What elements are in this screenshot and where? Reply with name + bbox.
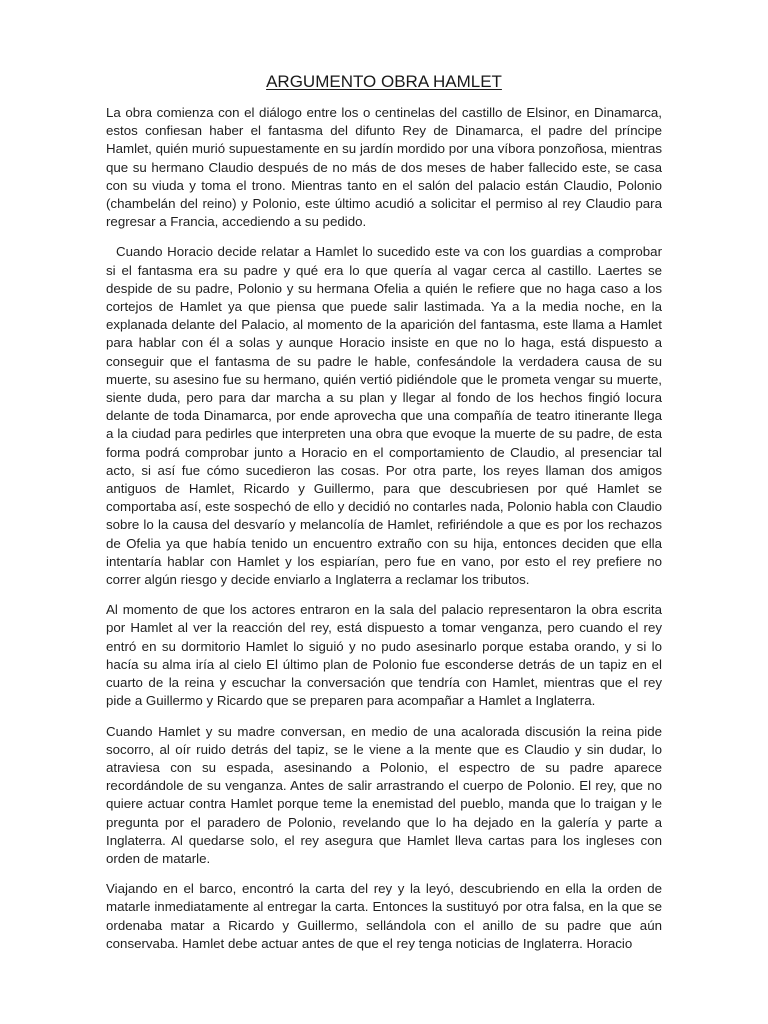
document-title: ARGUMENTO OBRA HAMLET bbox=[266, 72, 502, 91]
paragraph-5: Viajando en el barco, encontró la carta del rey y la leyó, descubriendo en ella la orden de matarle inmediatamente al entregar la carta. Entonces la sustituyó por otra falsa, en la que se ordenaba matar a Ricardo y Guillermo, sellándola con el anillo de su padre que aún conservaba. Hamlet debe actuar antes de que el rey tenga noticias de Inglaterra. Horacio bbox=[106, 881, 662, 951]
paragraph-1: La obra comienza con el diálogo entre los o centinelas del castillo de Elsinor, en Dinamarca, estos confiesan haber el fantasma del difunto Rey de Dinamarca, el padre del príncipe Hamlet, quién murió supuestamente en su jardín mordido por una víbora ponzoñosa, mientras que su hermano Claudio después de no más de dos meses de haber fallecido este, se casa con su viuda y toma el trono. Mientras tanto en el salón del palacio están Claudio, Polonio (chambelán del reino) y Polonio, este último acudió a solicitar el permiso al rey Claudio para regresar a Francia, accediendo a su pedido. bbox=[106, 105, 662, 230]
paragraph-4: Cuando Hamlet y su madre conversan, en medio de una acalorada discusión la reina pide socorro, al oír ruido detrás del tapiz, se le viene a la mente que es Claudio y sin dudar, lo atraviesa con su espada, asesinando a Polonio, el espectro de su padre aparece recordándole de su venganza. Antes de salir arrastrando el cuerpo de Polonio. El rey, que no quiere actuar contra Hamlet porque teme la enemistad del pueblo, manda que lo traigan y le pregunta por el paradero de Polonio, revelando que lo ha dejado en la galería y parte a Inglaterra. Al quedarse solo, el rey asegura que Hamlet lleva cartas para los ingleses con orden de matarle. bbox=[106, 723, 662, 866]
paragraph-2: Cuando Horacio decide relatar a Hamlet lo sucedido este va con los guardias a comprobar si el fantasma era su padre y qué era lo que quería al vagar cerca al castillo. Laertes se despide de su padre, Polonio y su hermana Ofelia a quién le refiere que no haga caso a los cortejos de Hamlet ya que piensa que puede salir lastimada. Ya a la media noche, en la explanada delante del Palacio, al momento de la aparición del fantasma, este llama a Hamlet para hablar con él a solas y aunque Horacio insiste en que no lo haga, está dispuesto a conseguir que el fantasma de su padre le hable, confesándole la verdadera causa de su muerte, su asesino fue su hermano, quién vertió pidiéndole que le prometa vengar su muerte, siente duda, pero para dar marcha a su plan y llegar al fondo de los hechos fingió locura delante de toda Dinamarca, por ende aprovecha que una compañía de teatro itinerante llega a la ciudad para pedirles que interpreten una obra que evoque la muerte de su padre, de esta forma podrá comprobar junto a Horacio en el comportamiento de Claudio, al presenciar tal acto, si así fue cómo sucedieron las cosas. Por otra parte, los reyes llaman dos amigos antiguos de Hamlet, Ricardo y Guillermo, para que descubriesen por qué Hamlet se comportaba así, este sospechó de ello y decidió no contarles nada, Polonio habla con Claudio sobre lo la causa del desvarío y melancolía de Hamlet, refiriéndole a que es por los rechazos de Ofelia ya que había tenido un encuentro extraño con su hija, entonces deciden que ella intentaría hablar con Hamlet y los espiarían, pero fue en vano, por esto el rey prefiere no correr algún riesgo y decide enviarlo a Inglaterra a reclamar los tributos. bbox=[106, 244, 662, 588]
document-body bbox=[106, 104, 662, 965]
paragraph-3: Al momento de que los actores entraron en la sala del palacio representaron la obra escrita por Hamlet al ver la reacción del rey, está dispuesto a tomar venganza, pero cuando el rey entró en su dormitorio Hamlet lo siguió y no pudo asesinarlo porque estaba orando, y si lo hacía su alma iría al cielo El último plan de Polonio fue esconderse detrás de un tapiz en el cuarto de la reina y escuchar la conversación que tendría con Hamlet, mientras que el rey pide a Guillermo y Ricardo que se preparen para acompañar a Hamlet a Inglaterra. bbox=[106, 602, 662, 709]
